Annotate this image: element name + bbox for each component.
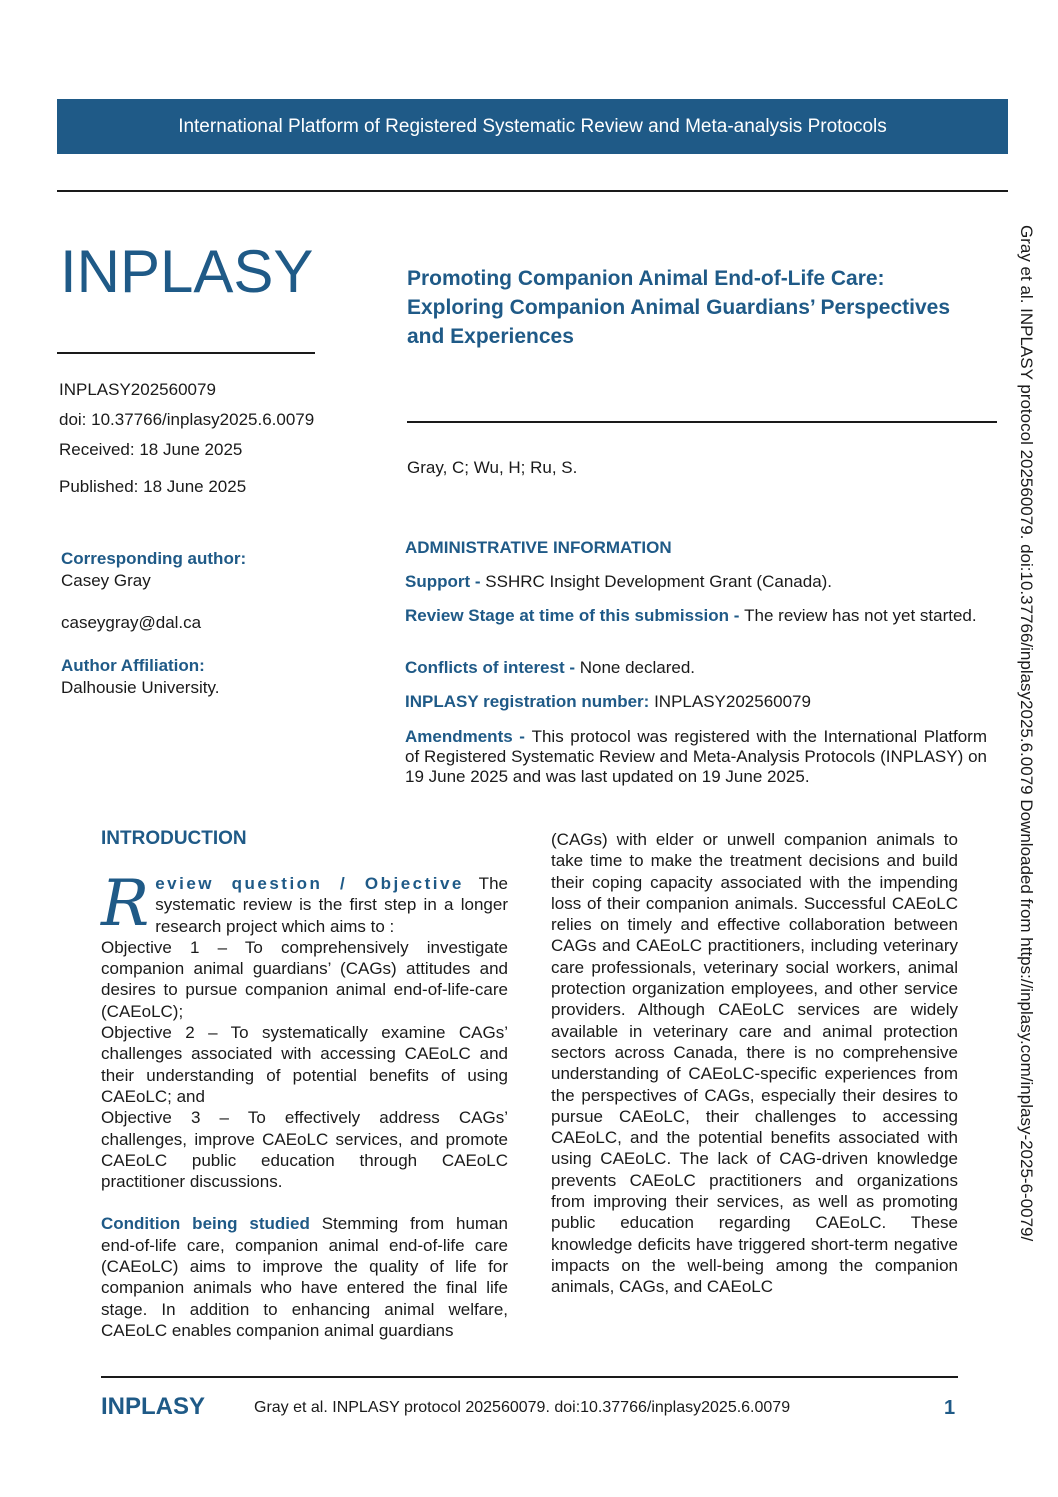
- footer-rule: [101, 1376, 958, 1378]
- objective-1: Objective 1 – To comprehensively investigate companion animal guardians’ (CAGs) attitudes and desires to pursue companion animal end-of-life-care (CAEoLC);: [101, 937, 508, 1021]
- received-date: Received: 18 June 2025: [59, 440, 243, 459]
- corresponding-author-email[interactable]: caseygray@dal.ca: [61, 613, 202, 632]
- doi[interactable]: doi: 10.37766/inplasy2025.6.0079: [59, 410, 315, 429]
- admin-heading: ADMINISTRATIVE INFORMATION: [405, 538, 672, 557]
- header-banner: [57, 99, 1008, 154]
- conflicts-value: None declared.: [579, 658, 696, 677]
- banner-text: International Platform of Registered Systematic Review and Meta-analysis Protocols: [178, 115, 887, 137]
- condition-paragraph: [101, 1213, 508, 1341]
- intro-left-column: [101, 867, 508, 1341]
- stage-value: The review has not yet started.: [744, 606, 977, 625]
- brand-logo-text: INPLASY: [60, 238, 314, 305]
- review-question-text: The systematic review is the first step in a longer research project which aims to :: [155, 874, 508, 936]
- brand-rule: [57, 352, 315, 354]
- admin-registration-number: [405, 692, 987, 712]
- condition-label: Condition being studied: [101, 1214, 310, 1234]
- introduction-heading: INTRODUCTION: [101, 828, 247, 849]
- intro-right-column: [551, 829, 958, 1298]
- corresponding-author-label: Corresponding author:: [61, 549, 247, 568]
- regnum-label: INPLASY registration number:: [405, 692, 655, 711]
- admin-review-stage: [405, 606, 987, 626]
- support-label: Support -: [405, 572, 486, 591]
- title-rule: [407, 421, 997, 423]
- author-list: Gray, C; Wu, H; Ru, S.: [407, 458, 578, 477]
- regnum-value: INPLASY202560079: [654, 692, 811, 711]
- admin-amendments: [405, 727, 987, 787]
- amend-label: Amendments -: [405, 727, 532, 746]
- conflicts-label: Conflicts of interest -: [405, 658, 580, 677]
- support-value: SSHRC Insight Development Grant (Canada).: [485, 572, 833, 591]
- admin-support: [405, 572, 987, 592]
- header-rule: [57, 190, 1008, 192]
- condition-text: Stemming from human end-of-life care, companion animal end-of-life care (CAEoLC) aims to improve the quality of life for companion animals who have entered the final life stage. In addition to enhancing animal welfare, CAEoLC enables companion animal guardians: [101, 1214, 508, 1340]
- affiliation-value: Dalhousie University.: [61, 678, 220, 697]
- protocol-id: INPLASY202560079: [59, 380, 216, 399]
- side-citation: Gray et al. INPLASY protocol 202560079. doi:10.37766/inplasy2025.6.0079 Downloaded from https://inplasy.com/inplasy-2025-6-0079/: [1017, 225, 1036, 1242]
- published-date: Published: 18 June 2025: [59, 477, 247, 496]
- footer-brand: INPLASY: [101, 1393, 206, 1420]
- page-number: 1: [944, 1397, 956, 1419]
- corresponding-author-name: Casey Gray: [61, 571, 151, 590]
- right-column-text: (CAGs) with elder or unwell companion animals to take time to make the treatment decisions and build their coping capacity associated with the impending loss of their companion animals. Successful CAEoLC relies on timely and effective collaboration between CAGs and CAEoLC practitioners, including veterinary care professionals, veterinary social workers, animal protection organization employees, and other service providers. Although CAEoLC services are widely available in veterinary care and animal protection sectors across Canada, there is no comprehensive understanding of CAEoLC-specific experiences from the perspectives of CAGs, especially their desires to pursue CAEoLC, their challenges to accessing CAEoLC, and the potential benefits associated with using CAEoLC. The lack of CAG-driven knowledge prevents CAEoLC practitioners and organizations from improving their services, as well as promoting public education regarding CAEoLC. These knowledge deficits have triggered short-term negative impacts on the well-being among the companion animals, CAGs, and CAEoLC: [551, 830, 958, 1297]
- drop-cap: R: [101, 867, 150, 941]
- footer-citation: Gray et al. INPLASY protocol 202560079. doi:10.37766/inplasy2025.6.0079: [254, 1399, 791, 1416]
- affiliation-label: Author Affiliation:: [61, 656, 205, 675]
- paper-title: Promoting Companion Animal End-of-Life Care: Exploring Companion Animal Guardians’ Perspectives and Experiences: [407, 267, 951, 348]
- objective-3: Objective 3 – To effectively address CAGs’ challenges, improve CAEoLC services, and promote CAEoLC public education through CAEoLC practitioner discussions.: [101, 1108, 508, 1192]
- review-question-label: eview question / Objective: [155, 874, 464, 893]
- stage-label: Review Stage at time of this submission -: [405, 606, 745, 625]
- amend-value: This protocol was registered with the International Platform of Registered Systematic Review and Meta-Analysis Protocols (INPLASY) on 19 June 2025 and was last updated on 19 June 2025.: [405, 727, 987, 786]
- review-question-paragraph: [101, 867, 508, 941]
- admin-conflicts: [405, 658, 987, 678]
- objective-2: Objective 2 – To systematically examine CAGs’ challenges associated with accessing CAEoLC and their understanding of potential benefits of using CAEoLC; and: [101, 1023, 508, 1106]
